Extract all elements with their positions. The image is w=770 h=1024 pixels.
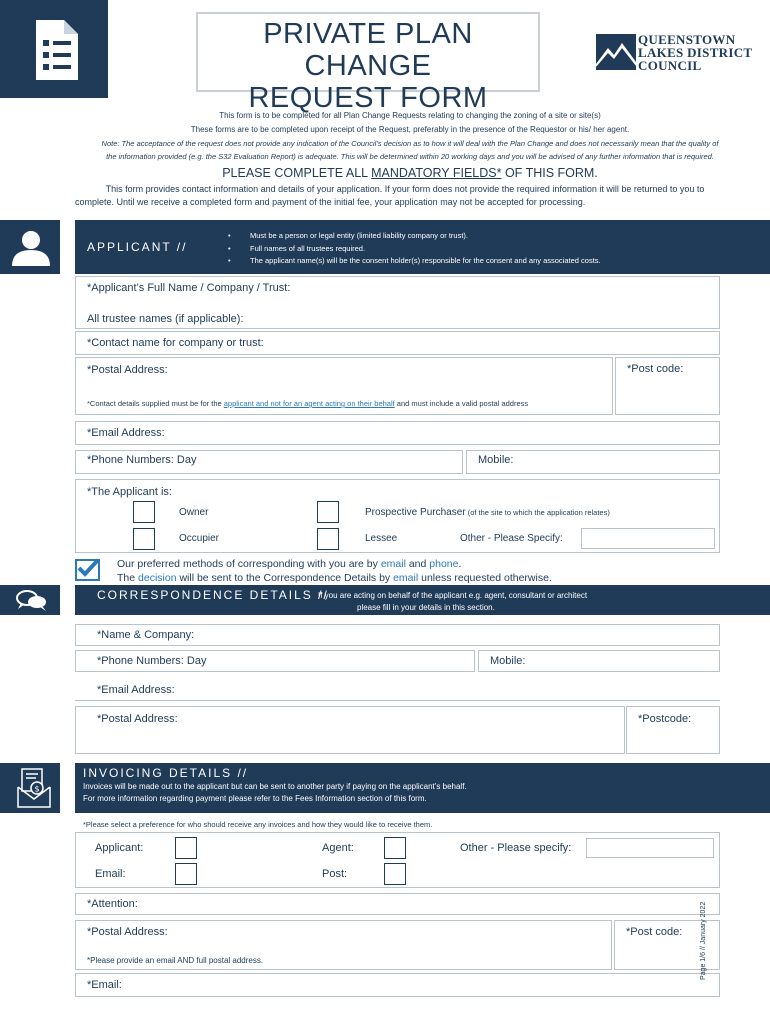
applicant-is-label: *The Applicant is: [87,486,172,498]
applicant-mobile-label: Mobile: [478,454,514,466]
applicant-bullet-2: • Full names of all trustees required. [250,243,601,256]
chat-bubbles-icon [0,585,60,615]
invoice-post-label: Post: [322,868,348,880]
applicant-bullets [250,230,601,268]
preferred-decision-word: decision [138,572,177,584]
contact-note-link[interactable]: applicant and not for an agent acting on their behalf [223,399,395,408]
checkmark-icon [75,557,100,579]
owner-label: Owner [179,507,209,518]
preferred-email-word-2: email [393,572,419,584]
document-icon-block [0,0,108,98]
invoicing-header: INVOICING DETAILS // [83,766,249,780]
mandatory-fields-link[interactable]: MANDATORY FIELDS* [371,166,502,180]
invoicing-line-2: For more information regarding payment please refer to the Fees Information section of this form. [83,794,427,803]
invoice-other-label: Other - Please specify: [460,842,572,854]
preferred-and: and [405,558,430,570]
purchaser-label [365,507,610,518]
preferred-line2-pre: The [117,572,139,584]
corr-mobile-label: Mobile: [490,655,526,667]
applicant-name-label: *Applicant’s Full Name / Company / Trust: [87,282,291,294]
page-title [196,18,540,114]
purchaser-note: (of the site to which the application relates) [465,508,610,517]
preferred-line2-mid: will be sent to the Correspondence Details by [176,572,394,584]
lessee-checkbox[interactable] [317,528,339,550]
invoice-email-checkbox[interactable] [175,863,197,885]
correspondence-header: CORRESPONDENCE DETAILS // [97,588,329,602]
intro-line-2: These forms are to be completed upon receipt of the Request, preferably in the presence of the Requestor or his/ her agent. [190,125,630,134]
contact-note-pre: *Contact details supplied must be for the [87,399,224,408]
preferred-line-2 [117,572,552,584]
applicant-other-label: Other - Please Specify: [460,533,563,544]
invoice-attention-label: *Attention: [87,898,138,910]
title-line-2: REQUEST FORM [248,82,488,114]
applicant-other-input[interactable] [581,528,715,549]
preferred-email-word: email [380,558,406,570]
owner-checkbox[interactable] [133,501,155,523]
invoice-agent-label: Agent: [322,842,354,854]
invoice-email-field[interactable] [75,973,720,997]
applicant-postcode-label: *Post code: [627,363,684,375]
applicant-email-field[interactable] [75,421,720,445]
intro-note-2: the information provided (e.g. the S32 Evaluation Report) is adequate. This will be determined within 20 working days and you will be advised of any further information that is required. [106,152,714,161]
invoice-provide-note: *Please provide an email AND full postal address. [87,956,264,965]
invoicing-icon-block [0,763,60,813]
corr-postal-label: *Postal Address: [97,713,178,725]
correspondence-note-1: If you are acting on behalf of the applicant e.g. agent, consultant or architect [318,591,588,600]
purchaser-text: Prospective Purchaser [365,507,466,518]
contact-note-post: and must include a valid postal address [394,399,529,408]
document-icon [0,0,108,98]
invoice-envelope-icon [0,763,60,813]
intro-line-1: This form is to be completed for all Plan Change Requests relating to changing the zoning of a site or site(s) [219,111,601,120]
invoice-other-input[interactable] [586,838,714,858]
invoice-postcode-label: *Post code: [626,926,683,938]
applicant-email-label: *Email Address: [87,427,165,439]
invoice-email-field-label: *Email: [87,979,122,991]
invoice-agent-checkbox[interactable] [384,837,406,859]
mandatory-post: OF THIS FORM. [501,166,598,180]
logo-line-1: QUEENSTOWN [638,32,736,47]
applicant-bullet-1: • Must be a person or legal entity (limited liability company or trust). [250,230,601,243]
preferred-line2-post: unless requested otherwise. [418,572,552,584]
occupier-checkbox[interactable] [133,528,155,550]
invoice-applicant-checkbox[interactable] [175,837,197,859]
corr-email-label: *Email Address: [97,684,175,696]
correspondence-icon-block [0,585,60,615]
preferred-line-1 [117,558,461,570]
svg-text:$: $ [34,784,40,794]
preferred-pre: Our preferred methods of corresponding with you are by [117,558,381,570]
invoice-preference-note: *Please select a preference for who should receive any invoices and how they would like to receive them. [83,820,433,829]
logo-line-3: COUNCIL [638,58,702,73]
trustee-names-label: All trustee names (if applicable): [87,313,244,325]
person-icon [0,220,60,274]
correspondence-note-2: please fill in your details in this section. [357,603,495,612]
mandatory-heading [0,166,770,180]
corr-name-label: *Name & Company: [97,629,195,641]
lessee-label: Lessee [365,533,398,544]
mandatory-pre: PLEASE COMPLETE ALL [222,166,372,180]
applicant-phone-label: *Phone Numbers: Day [87,454,197,466]
invoice-postal-label: *Postal Address: [87,926,168,938]
applicant-bullet-3: • The applicant name(s) will be the consent holder(s) responsible for the consent and any associated costs. [250,255,601,268]
intro-info-1: This form provides contact information and details of your application. If your form does not provide the required information it will be returned to you to [105,184,705,194]
occupier-label: Occupier [179,533,220,544]
applicant-postal-label: *Postal Address: [87,364,168,376]
intro-note-1: Note: The acceptance of the request does not provide any indication of the Council’s decision as to how it will deal with the Plan Change and does not necessarily mean that the quality of [101,139,719,148]
invoice-email-label: Email: [95,868,126,880]
preferred-checkmark [75,559,100,581]
invoicing-line-1: Invoices will be made out to the applicant but can be sent to another party if paying on the applicant’s behalf. [83,782,467,791]
title-line-1: PRIVATE PLAN CHANGE [263,18,473,82]
logo-line-2: LAKES DISTRICT [638,45,753,60]
council-logo [596,34,756,74]
invoice-applicant-label: Applicant: [95,842,144,854]
corr-phone-label: *Phone Numbers: Day [97,655,207,667]
page-footer: Page 1/6 // January 2022 [700,901,707,980]
corr-postcode-label: *Postcode: [638,713,692,725]
purchaser-checkbox[interactable] [317,501,339,523]
intro-info-2: complete. Until we receive a completed form and payment of the initial fee, your application may not be accepted for processing. [75,197,586,207]
contact-name-label: *Contact name for company or trust: [87,337,264,349]
preferred-period: . [458,558,462,570]
preferred-phone-word: phone [429,558,459,570]
applicant-header: APPLICANT // [87,240,188,254]
invoice-attention-field[interactable] [75,893,720,915]
applicant-icon-block [0,220,60,274]
corr-email-field[interactable] [75,700,720,701]
contact-note [87,399,528,408]
logo-text [638,33,752,72]
mountain-logo-icon [596,34,636,70]
invoice-post-checkbox[interactable] [384,863,406,885]
